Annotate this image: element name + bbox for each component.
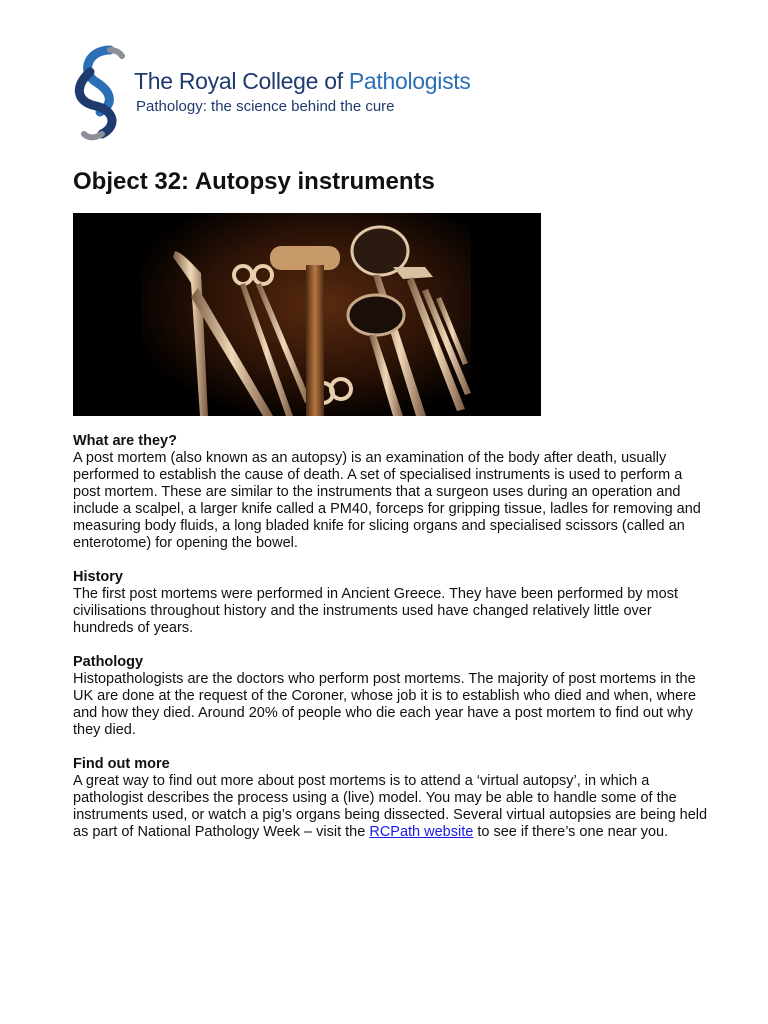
double-s-section-icon — [70, 42, 128, 142]
section-heading-what-are-they: What are they? — [73, 433, 177, 449]
section-heading-history: History — [73, 569, 123, 585]
rcpath-website-link[interactable]: RCPath website — [369, 824, 474, 840]
find-out-more-text-before-link: A great way to find out more about post mortems is to attend a ‘virtual autopsy’, in which a pathologist describes the process using a (live) model. You may be able to handle some of the instruments used, or watch a pig’s organs being dissected. Several virtual autopsies are being held as part of National Pathology Week – visit the — [73, 773, 708, 840]
organization-tagline: Pathology: the science behind the cure — [136, 98, 395, 115]
page-title: Object 32: Autopsy instruments — [73, 168, 435, 195]
section-heading-pathology: Pathology — [73, 654, 144, 670]
find-out-more-text-after-link: to see if there’s one near you. — [473, 824, 669, 840]
section-heading-find-out-more: Find out more — [73, 756, 170, 772]
organization-name — [134, 68, 471, 95]
section-body-pathology: Histopathologists are the doctors who perform post mortems. The majority of post mortems in the UK are done at the request of the Coroner, whose job it is to establish who died and when, where and how they died. Around 20% of people who die each year have a post mortem to find out why they died. — [73, 671, 697, 738]
organization-name-accent: Pathologists — [348, 68, 471, 94]
organization-name-prefix: The Royal College of — [134, 68, 349, 94]
section-body-history: The first post mortems were performed in Ancient Greece. They have been performed by most civilisations throughout history and the instruments used have changed relatively little over hundreds of years. — [73, 586, 678, 636]
autopsy-instruments-photo — [73, 213, 541, 416]
header — [70, 42, 490, 142]
section-body-what-are-they: A post mortem (also known as an autopsy) is an examination of the body after death, usually performed to establish the cause of death. A set of specialised instruments is used to perform a post mortem. These are similar to the instruments that a surgeon uses during an operation and include a scalpel, a larger knife called a PM40, forceps for gripping tissue, ladles for removing and measuring body fluids, a long bladed knife for slicing organs and specialised scissors (called an enterotome) for opening the bowel. — [73, 450, 701, 551]
article-body — [73, 433, 713, 858]
section-body-find-out-more — [73, 773, 713, 841]
